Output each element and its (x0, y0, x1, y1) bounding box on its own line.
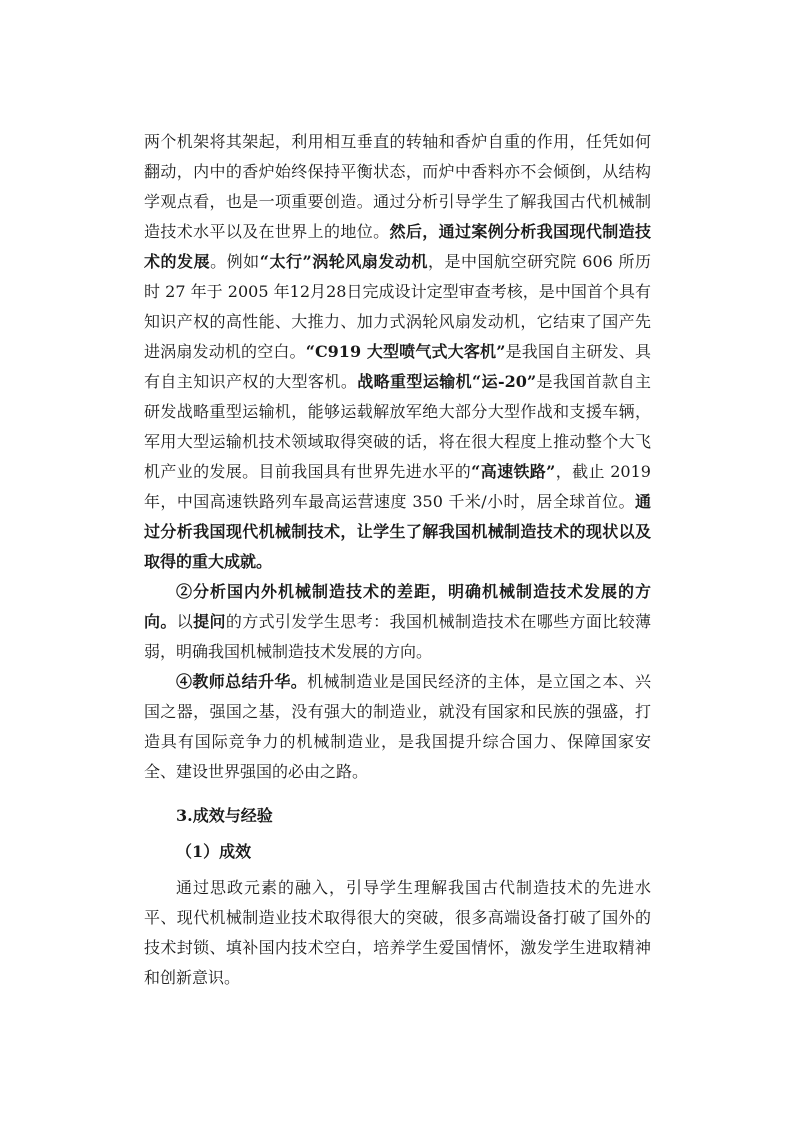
text-run: 。例如 (210, 252, 260, 271)
document-page (144, 127, 651, 993)
text-run: 是我国自主研发、具有自主知识产权的大型客机。 (144, 342, 651, 391)
bold-run: 提问 (193, 612, 226, 631)
paragraph-gap-analysis (144, 577, 651, 667)
bold-run: “太行”涡轮风扇发动机 (259, 252, 428, 271)
bold-run: “高速铁路” (471, 462, 556, 481)
text-run: 机械制造业是国民经济的主体，是立国之本、兴国之器，强国之基，没有强大的制造业，就没有国家和民族的强盛，打造具有国际竞争力的机械制造业，是我国提升综合国力、保障国家安全、建设世界强国的必由之路。 (144, 672, 651, 781)
paragraph-results: 通过思政元素的融入，引导学生理解我国古代制造技术的先进水平、现代机械制造业技术取得很大的突破，很多高端设备打破了国外的技术封锁、填补国内技术空白，培养学生爱国情怀，激发学生进取精神和创新意识。 (144, 878, 651, 987)
bold-run: 然后，通过案例分析我国现代制造技术的发展 (144, 222, 651, 271)
bold-run: ④教师总结升华。 (176, 672, 308, 691)
text-run: 的方式引发学生思考：我国机械制造技术在哪些方面比较薄弱，明确我国机械制造技术发展的方向。 (144, 612, 651, 661)
text-run: 两个机架将其架起，利用相互垂直的转轴和香炉自重的作用，任凭如何翻动，内中的香炉始终保持平衡状态，而炉中香料亦不会倾倒，从结构学观点看，也是一项重要创造。通过分析引导学生了解我国古代机械制造技术水平以及在世界上的地位。 (144, 132, 651, 241)
bold-run: ②分析国内外机械制造技术的差距，明确机械制造技术发展的方向。 (144, 582, 651, 631)
bold-run: 战略重型运输机“运-20” (357, 372, 537, 391)
section-heading (144, 801, 651, 831)
sub-heading (144, 837, 651, 867)
section-heading-text: 3.成效与经验 (176, 806, 273, 825)
text-run: 以 (176, 612, 194, 631)
text-run: ，是中国航空研究院 606 所历时 27 年于 2005 年12月28日完成设计定型审查考核，是中国首个具有知识产权的高性能、大推力、加力式涡轮风扇发动机，它结束了国产先进涡扇发动机的空白。 (144, 252, 651, 361)
bold-run: 通过分析我国现代机械制技术，让学生了解我国机械制造技术的现状以及取得的重大成就。 (144, 492, 651, 571)
text-run: 是我国首款自主研发战略重型运输机，能够运载解放军绝大部分大型作战和支援车辆，军用大型运输机技术领域取得突破的话，将在很大程度上推动整个大飞机产业的发展。目前我国具有世界先进水平的 (144, 372, 651, 481)
bold-run: “C919 大型喷气式大客机” (305, 342, 506, 361)
paragraph-teacher-summary (144, 667, 651, 787)
text-run: ，截止 2019 年，中国高速铁路列车最高运营速度 350 千米/小时，居全球首位。 (144, 462, 651, 511)
paragraph-history-cases (144, 127, 651, 577)
sub-heading-text: （1）成效 (176, 842, 252, 861)
